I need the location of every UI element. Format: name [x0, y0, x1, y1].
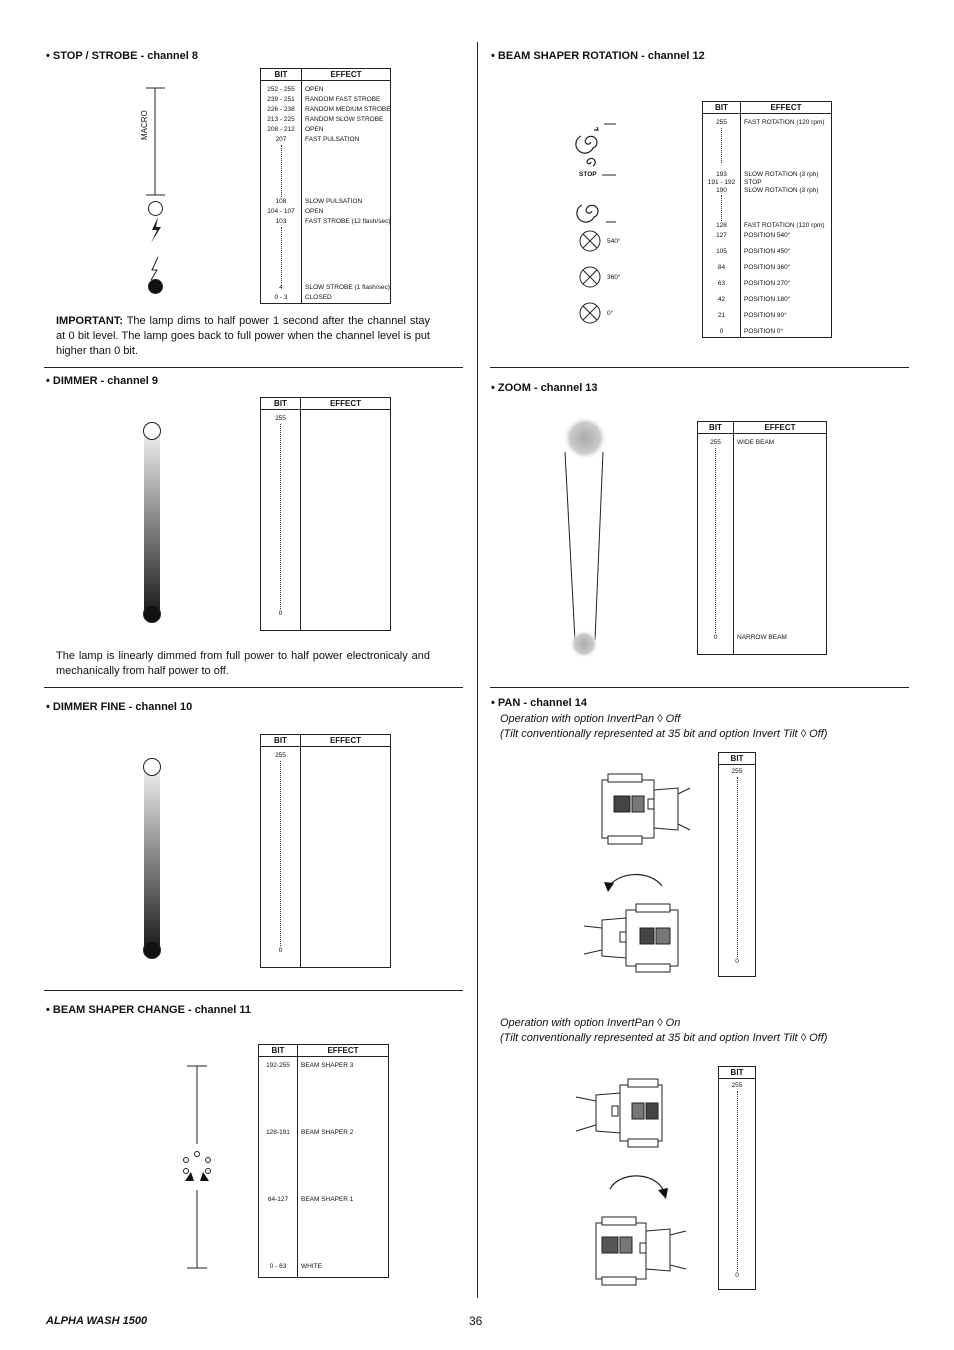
table-row-bit: 255: [716, 119, 727, 126]
bit-bottom: 0: [735, 1272, 739, 1279]
invertpan-off-line2: (Tilt conventionally represented at 35 bit and option Invert Tilt ◊ Off): [500, 728, 828, 740]
table-row-bit: 127: [716, 232, 727, 239]
beam-rotation-diagram: [572, 120, 632, 332]
table-row-bit: 105: [716, 248, 727, 255]
full-power-circle-icon: [143, 422, 161, 440]
table-row-bit: 207: [275, 136, 287, 143]
important-text: The lamp dims to half power 1 second after the channel stay at 0 bit level. The lamp goes back to full power when the channel level is put higher than 0 bit.: [56, 315, 430, 357]
table-row-bit: 0: [719, 328, 724, 335]
table-row-effect: POSITION 270°: [744, 280, 791, 287]
closed-circle-icon: [148, 279, 163, 294]
table-row-bit: 63: [717, 280, 726, 287]
off-circle-icon: [143, 941, 161, 959]
table-row-bit: 104 - 107: [267, 208, 295, 215]
table-row-bit: 64-127: [267, 1196, 289, 1203]
table-row-effect: RANDOM FAST STROBE: [305, 96, 381, 103]
table-row-effect: POSITION 90°: [744, 312, 787, 319]
pan-off-diagram: [578, 770, 698, 980]
bit-header: BIT: [261, 69, 302, 81]
table-row-effect: RANDOM SLOW STROBE: [305, 116, 384, 123]
invertpan-on-line1: Operation with option InvertPan ◊ On: [500, 1017, 681, 1029]
ch10-title: • DIMMER FINE - channel 10: [46, 701, 193, 713]
off-circle-icon: [143, 605, 161, 623]
effect-header: EFFECT: [301, 735, 391, 747]
table-row-bit: 21: [717, 312, 726, 319]
table-row-effect: RANDOM MEDIUM STROBE: [305, 106, 391, 113]
divider-ch8: [44, 367, 463, 368]
moving-head-top-icon: [602, 774, 690, 844]
table-row-bit: 191 - 192: [707, 179, 736, 186]
table-row-effect: SLOW STROBE (1 flash/sec): [305, 284, 390, 291]
table-row-effect: BEAM SHAPER 3: [301, 1062, 354, 1069]
table-row-bit: 190: [716, 187, 727, 194]
table-row-effect: POSITION 450°: [744, 248, 791, 255]
effect-header: EFFECT: [734, 422, 827, 434]
pan-on-diagram: [572, 1075, 692, 1295]
ch9-description: The lamp is linearly dimmed from full power to half power electronicaly and mechanically from half power to off.: [56, 650, 430, 677]
table-row-effect: FAST STROBE (12 flash/sec): [305, 218, 391, 225]
ch12-table: [702, 101, 832, 338]
dimmer-fine-gradient-bar: [144, 764, 160, 950]
macro-label: MACRO: [140, 110, 149, 140]
effect-header: EFFECT: [301, 398, 391, 410]
invertpan-off-line1: Operation with option InvertPan ◊ Off: [500, 713, 681, 725]
table-row-bit: 239 - 251: [267, 96, 295, 103]
bit-top: 255: [710, 439, 721, 446]
table-row-bit: 193: [716, 171, 727, 178]
table-row-effect: FAST PULSATION: [305, 136, 360, 143]
table-row-bit: 0 - 3: [274, 294, 288, 301]
ch12-title: • BEAM SHAPER ROTATION - channel 12: [491, 50, 705, 62]
bit-header: BIT: [259, 1045, 298, 1057]
dimmer-gradient-bar: [144, 428, 160, 614]
bit-bottom: 0: [735, 958, 739, 965]
ch14-off-table: [718, 752, 756, 977]
table-row-bit: 4: [279, 284, 283, 291]
table-row-effect: FAST ROTATION (120 rpm): [744, 119, 825, 126]
table-row-effect: SLOW ROTATION (3 rph): [744, 171, 819, 178]
ch13-title: • ZOOM - channel 13: [491, 382, 598, 394]
table-row-bit: 192-255: [266, 1062, 290, 1069]
table-row-effect: OPEN: [305, 208, 324, 215]
table-row-effect: OPEN: [305, 126, 324, 133]
ch10-table: [260, 734, 391, 968]
ch11-title: • BEAM SHAPER CHANGE - channel 11: [46, 1004, 251, 1016]
position-icon: [580, 231, 600, 323]
bit-top: 255: [731, 1082, 743, 1089]
bit-header: BIT: [719, 1067, 756, 1079]
page-number: 36: [469, 1314, 483, 1328]
table-row-bit: 108: [275, 198, 287, 205]
beam-shaper-diagram: [175, 1060, 225, 1275]
ch14-title: • PAN - channel 14: [491, 697, 587, 709]
table-row-effect: SLOW ROTATION (3 rph): [744, 187, 819, 194]
footer-product-title: ALPHA WASH 1500: [46, 1315, 148, 1327]
ch14-on-table: [718, 1066, 756, 1290]
effect-header: EFFECT: [302, 69, 391, 81]
divider-ch10: [44, 990, 463, 991]
bit-top: 255: [275, 415, 286, 422]
table-row-bit: 252 - 255: [267, 86, 295, 93]
important-label: IMPORTANT:: [56, 315, 124, 327]
open-circle-icon: [148, 201, 163, 216]
table-row-effect: WHITE: [301, 1263, 322, 1270]
moving-head-bottom-icon: [584, 904, 678, 972]
bit-top: 255: [275, 752, 286, 759]
bit-bottom: 0: [278, 610, 283, 617]
deg-540-label: 540°: [607, 238, 621, 245]
ch9-title: • DIMMER - channel 9: [46, 375, 159, 387]
table-row-bit: 226 - 238: [267, 106, 295, 113]
table-row-effect: BEAM SHAPER 1: [301, 1196, 354, 1203]
deg-0-label: 0°: [607, 310, 614, 317]
effect-bottom: NARROW BEAM: [737, 634, 787, 641]
ch8-important-note: [56, 314, 430, 359]
divider-ch13: [490, 687, 909, 688]
table-row-bit: 213 - 225: [267, 116, 295, 123]
bit-bottom: 0: [713, 634, 718, 641]
bit-header: BIT: [698, 422, 734, 434]
effect-top: WIDE BEAM: [737, 439, 775, 446]
bit-header: BIT: [703, 102, 741, 114]
bit-bottom: 0: [278, 947, 283, 954]
column-divider: [477, 42, 478, 1298]
table-row-effect: POSITION 180°: [744, 296, 791, 303]
table-row-effect: POSITION 0°: [744, 328, 784, 335]
ch9-table: [260, 397, 391, 631]
ch8-table: [260, 68, 391, 304]
table-row-effect: OPEN: [305, 86, 324, 93]
table-row-bit: 103: [275, 218, 287, 225]
table-row-bit: 84: [717, 264, 726, 271]
ch8-title: • STOP / STROBE - channel 8: [46, 50, 198, 62]
moving-head-bottom-icon: [596, 1217, 686, 1285]
effect-header: EFFECT: [298, 1045, 389, 1057]
zoom-diagram: [555, 418, 615, 658]
table-row-effect: POSITION 540°: [744, 232, 791, 239]
rotation-arrow-icon: [610, 1176, 664, 1193]
deg-360-label: 360°: [607, 274, 621, 281]
full-power-circle-icon: [143, 758, 161, 776]
ch8-strobe-icon: [151, 217, 161, 280]
wide-beam-icon: [563, 418, 607, 460]
divider-ch9: [44, 687, 463, 688]
narrow-beam-icon: [570, 630, 598, 658]
table-row-effect: STOP: [744, 179, 762, 186]
stop-label: STOP: [579, 171, 597, 178]
bit-header: BIT: [719, 753, 756, 765]
moving-head-top-icon: [576, 1079, 662, 1147]
ch13-table: [697, 421, 827, 655]
effect-header: EFFECT: [741, 102, 832, 114]
table-row-bit: 128-191: [266, 1129, 290, 1136]
bit-top: 255: [731, 768, 743, 775]
table-row-effect: SLOW PULSATION: [305, 198, 363, 205]
table-row-effect: BEAM SHAPER 2: [301, 1129, 354, 1136]
table-row-effect: FAST ROTATION (120 rpm): [744, 222, 825, 229]
table-row-effect: CLOSED: [305, 294, 332, 301]
rotation-arrow-icon: [608, 875, 662, 888]
table-row-bit: 128: [716, 222, 727, 229]
table-row-effect: POSITION 360°: [744, 264, 791, 271]
table-row-bit: 42: [717, 296, 726, 303]
bit-header: BIT: [261, 735, 301, 747]
table-row-bit: 0 - 63: [269, 1263, 287, 1270]
divider-ch12: [490, 367, 909, 368]
ch11-table: [258, 1044, 389, 1278]
invertpan-on-line2: (Tilt conventionally represented at 35 bit and option Invert Tilt ◊ Off): [500, 1032, 828, 1044]
bit-header: BIT: [261, 398, 301, 410]
table-row-bit: 208 - 212: [267, 126, 295, 133]
